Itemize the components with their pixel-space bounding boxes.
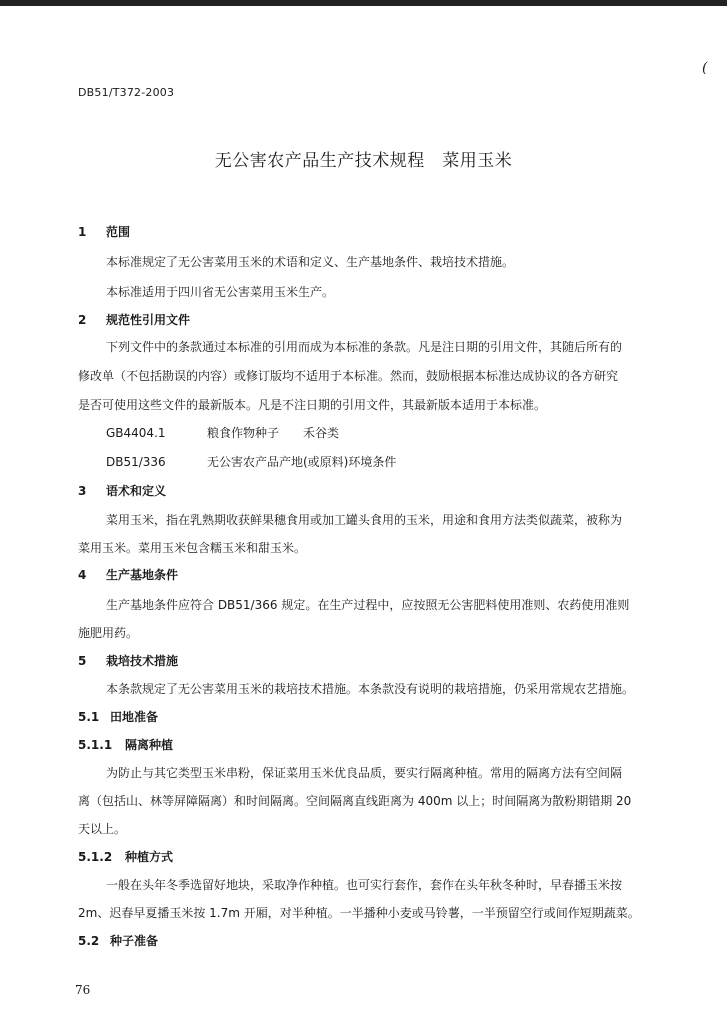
section-5-1-1-paragraph-line: 天以上。 [78,822,127,836]
corner-mark: ( [702,60,708,76]
section-2-paragraph-line: 修改单（不包括勘误的内容）或修订版均不适用于本标准。然而，鼓励根据本标准达成协议的各方研究 [78,369,619,383]
section-5-1-1-paragraph-line: 为防止与其它类型玉米串粉，保证菜用玉米优良品质，要实行隔离种植。常用的隔离方法有空间隔 [106,766,623,780]
section-5-1-2-number: 5.1.2 [78,850,113,864]
section-5-1-1-paragraph-line: 离（包括山、林等屏障隔离）和时间隔离。空间隔离直线距离为 400m 以上；时间隔离为散粉期错期 20 [78,794,632,808]
reference-code: DB51/336 [106,455,166,469]
section-4-heading: 生产基地条件 [106,568,179,582]
section-2-paragraph-line: 下列文件中的条款通过本标准的引用而成为本标准的条款。凡是注日期的引用文件，其随后所有的 [106,340,623,354]
section-3-number: 3 [78,484,87,498]
section-5-1-heading: 田地准备 [110,710,159,724]
section-1-paragraph-2: 本标准适用于四川省无公害菜用玉米生产。 [106,285,335,299]
section-5-1-2-paragraph-line: 2m、迟春早夏播玉米按 1.7m 开厢，对半种植。一半播种小麦或马铃薯，一半预留空行或间作短期蔬菜。 [78,906,640,920]
section-4-paragraph-line: 施肥用药。 [78,626,139,640]
document-title: 无公害农产品生产技术规程 菜用玉米 [214,151,513,171]
section-5-2-heading: 种子准备 [110,934,159,948]
section-5-1-number: 5.1 [78,710,100,724]
section-5-1-1-number: 5.1.1 [78,738,113,752]
section-5-1-2-paragraph-line: 一般在头年冬季选留好地块，采取净作种植。也可实行套作，套作在头年秋冬种时，早春播玉米按 [106,878,623,892]
section-2-number: 2 [78,313,87,327]
section-1-paragraph-1: 本标准规定了无公害菜用玉米的术语和定义、生产基地条件、栽培技术措施。 [106,255,515,269]
section-3-paragraph-line: 菜用玉米，指在乳熟期收获鲜果穗食用或加工罐头食用的玉米，用途和食用方法类似蔬菜，被称为 [106,513,623,527]
section-1-number: 1 [78,225,87,239]
section-2-paragraph-line: 是否可使用这些文件的最新版本。凡是不注日期的引用文件，其最新版本适用于本标准。 [78,398,547,412]
section-1-heading: 范围 [106,225,131,239]
section-5-1-2-heading: 种植方式 [125,850,174,864]
reference-title: 粮食作物种子 禾谷类 [207,426,340,440]
section-5-heading: 栽培技术措施 [106,654,179,668]
page-number: 76 [75,983,91,997]
top-border [0,0,727,6]
section-4-number: 4 [78,568,87,582]
standard-code: DB51/T372-2003 [78,86,175,99]
section-5-number: 5 [78,654,87,668]
section-5-paragraph-line: 本条款规定了无公害菜用玉米的栽培技术措施。本条款没有说明的栽培措施，仍采用常规农艺措施。 [106,682,635,696]
section-3-heading: 语术和定义 [106,484,167,498]
section-4-paragraph-line: 生产基地条件应符合 DB51/366 规定。在生产过程中，应按照无公害肥料使用准则、农药使用准则 [106,598,630,612]
section-2-heading: 规范性引用文件 [106,313,191,327]
section-3-paragraph-line: 菜用玉米。菜用玉米包含糯玉米和甜玉米。 [78,541,307,555]
reference-title: 无公害农产品产地(或原料)环境条件 [207,455,397,469]
reference-code: GB4404.1 [106,426,166,440]
section-5-2-number: 5.2 [78,934,100,948]
section-5-1-1-heading: 隔离种植 [125,738,174,752]
